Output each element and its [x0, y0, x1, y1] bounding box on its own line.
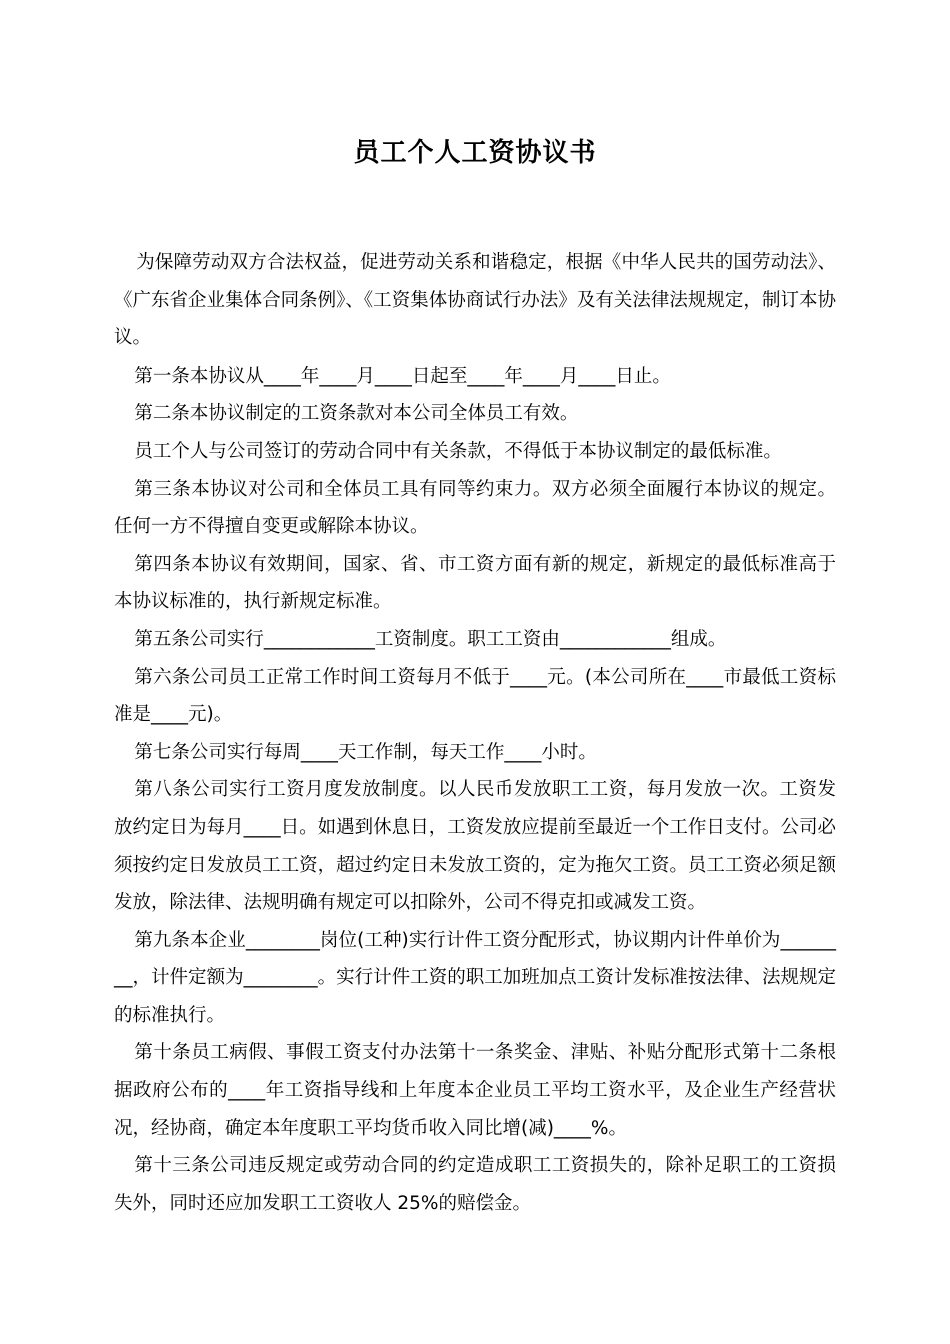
document-title: 员工个人工资协议书 — [353, 138, 597, 168]
article-6-paragraph: 第六条公司员工正常工作时间工资每月不低于____元。(本公司所在____市最低工资标准是____元)。 — [114, 666, 836, 726]
article-8-paragraph: 第八条公司实行工资月度发放制度。以人民币发放职工工资，每月发放一次。工资发放约定日为每月____日。如遇到休息日，工资发放应提前至最近一个工作日支付。公司必须按约定日发放员工工资，超过约定日未发放工资的，定为拖欠工资。员工工资必须足额发放，除法律、法规明确有规定可以扣除外，公司不得克扣或减发工资。 — [114, 779, 836, 914]
article-2-paragraph: 第二条本协议制定的工资条款对本公司全体员工有效。 — [134, 403, 579, 425]
article-13-paragraph: 第十三条公司违反规定或劳动合同的约定造成职工工资损失的，除补足职工的工资损失外，同时还应加发职工工资收人 25%的赔偿金。 — [114, 1155, 836, 1214]
article-3-paragraph: 第三条本协议对公司和全体员工具有同等约束力。双方必须全面履行本协议的规定。任何一方不得擅自变更或解除本协议。 — [114, 478, 836, 538]
article-5-paragraph: 第五条公司实行____________工资制度。职工工资由____________组成。 — [134, 628, 727, 650]
article-7-paragraph: 第七条公司实行每周____天工作制，每天工作____小时。 — [134, 741, 597, 763]
article-2-note-paragraph: 员工个人与公司签订的劳动合同中有关条款，不得低于本协议制定的最低标准。 — [134, 440, 782, 462]
article-1-paragraph: 第一条本协议从____年____月____日起至____年____月____日止。 — [134, 365, 671, 387]
document-body — [114, 244, 836, 1222]
article-4-paragraph: 第四条本协议有效期间，国家、省、市工资方面有新的规定，新规定的最低标准高于本协议标准的，执行新规定标准。 — [114, 553, 836, 613]
preamble-paragraph: 为保障劳动双方合法权益，促进劳动关系和谐稳定，根据《中华人民共的国劳动法》、《广东省企业集体合同条例》、《工资集体协商试行办法》及有关法律法规规定，制订本协议。 — [114, 252, 836, 349]
article-9-paragraph: 第九条本企业________岗位(工种)实行计件工资分配形式，协议期内计件单价为________，计件定额为________。实行计件工资的职工加班加点工资计发标准按法律、法规规定的标准执行。 — [114, 929, 836, 1026]
article-10-12-paragraph: 第十条员工病假、事假工资支付办法第十一条奖金、津贴、补贴分配形式第十二条根据政府公布的____年工资指导线和上年度本企业员工平均工资水平，及企业生产经营状况，经协商，确定本年度职工平均货币收入同比增(减)____%。 — [114, 1042, 836, 1139]
